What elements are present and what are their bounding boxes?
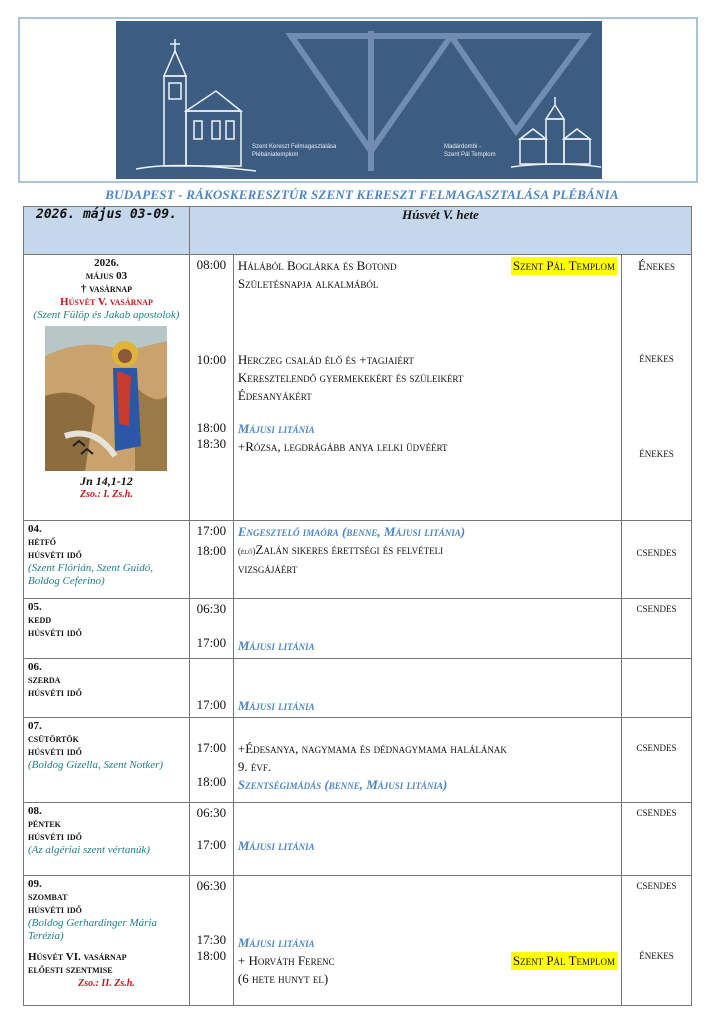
location-badge: Szent Pál Templom xyxy=(512,258,616,273)
schedule-table xyxy=(23,206,692,1006)
table-row xyxy=(24,521,692,599)
mass-times: 17:00 18:00 xyxy=(189,718,233,803)
table-row xyxy=(24,599,692,659)
table-row xyxy=(24,718,692,803)
psalter-week: Zso.: I. Zs.h. xyxy=(80,489,133,500)
music-type xyxy=(622,659,692,718)
saints: (Szent Fülöp és Jakab apostolok) xyxy=(33,309,180,321)
music-type: csendes xyxy=(622,718,692,803)
mass-intentions: Hálából Boglárka és Botond Szent Pál Templom Születésnapja alkalmából Herczeg család élő és +tagjaiért Keresztelendő gyermekekért és szüleikért Édesanyákért Májusi litánia +Rózsa, legdrágább anya lelki üdvéért xyxy=(233,255,621,521)
music-type: csendes énekes xyxy=(622,876,692,1006)
table-row xyxy=(24,255,692,521)
day-cell: 08. péntek húsvéti idő (Az algériai szent vértanúk) xyxy=(24,803,190,876)
music-type: Énekes énekes énekes xyxy=(622,255,692,521)
table-row xyxy=(24,876,692,1006)
table-row xyxy=(24,803,692,876)
mass-intentions: Májusi litánia xyxy=(233,803,621,876)
gospel-reference: Jn 14,1-12 xyxy=(80,474,133,488)
music-type: csendes xyxy=(622,521,692,599)
day-weekday: † vasárnap xyxy=(80,283,133,295)
parish-title: BUDAPEST - RÁKOSKERESZTÚR SZENT KERESZT FELMAGASZTALÁSA PLÉBÁNIA xyxy=(105,187,619,202)
feast-name: Húsvét V. vasárnap xyxy=(60,296,153,308)
mass-intentions: Engesztelő imaóra (benne, Májusi litánia) (élő)Zalán sikeres érettségi és felvételi vizsgájáért xyxy=(233,521,621,599)
mass-intentions: +Édesanya, nagymama és dédnagymama halálának 9. évf. Szentségimádás (benne, Májusi litánia) xyxy=(233,718,621,803)
music-type: csendes xyxy=(622,803,692,876)
mass-times: 08:00 10:00 18:00 18:30 xyxy=(189,255,233,521)
mass-times: 06:30 17:00 xyxy=(189,803,233,876)
music-type: csendes xyxy=(622,599,692,659)
day-cell: 04. hétfő húsvéti idő (Szent Flórián, Szent Guidó, Boldog Ceferino) xyxy=(24,521,190,599)
mass-intentions: Májusi litánia + Horváth Ferenc Szent Pál Templom (6 hete hunyt el) xyxy=(233,876,621,1006)
week-date-range: 2026. május 03-09. xyxy=(24,207,190,255)
day-cell: 05. kedd húsvéti idő xyxy=(24,599,190,659)
week-title: Húsvét V. hete xyxy=(189,207,691,255)
day-year: 2026. xyxy=(94,257,119,269)
mass-times: 06:30 17:00 xyxy=(189,599,233,659)
day-cell: 06. szerda húsvéti idő xyxy=(24,659,190,718)
day-cell: 09. szombat húsvéti idő (Boldog Gerhardinger Mária Terézia) Húsvét VI. vasárnap előesti szentmise Zso.: II. Zs.h. xyxy=(24,876,190,1006)
banner-frame xyxy=(18,17,698,183)
day-date: május 03 xyxy=(85,270,128,282)
day-cell: 07. csütörtök húsvéti idő (Boldog Gizella, Szent Notker) xyxy=(24,718,190,803)
mass-times: 06:30 17:30 18:00 xyxy=(189,876,233,1006)
church-illustration xyxy=(116,21,602,179)
day-cell xyxy=(24,255,190,521)
mass-times: 17:00 xyxy=(189,659,233,718)
sower-icon xyxy=(45,326,167,471)
mass-intentions: Májusi litánia xyxy=(233,599,621,659)
banner-right-caption: Madárdombi - Szent Pál Templom xyxy=(444,144,496,158)
table-header-row xyxy=(24,207,692,255)
table-row xyxy=(24,659,692,718)
banner-left-caption: Szent Kereszt Felmagasztalása Plébániatemplom xyxy=(252,144,337,158)
mass-intentions: Májusi litánia xyxy=(233,659,621,718)
mass-times: 17:00 18:00 xyxy=(189,521,233,599)
location-badge: Szent Pál Templom xyxy=(512,953,616,968)
parish-banner xyxy=(116,21,602,179)
